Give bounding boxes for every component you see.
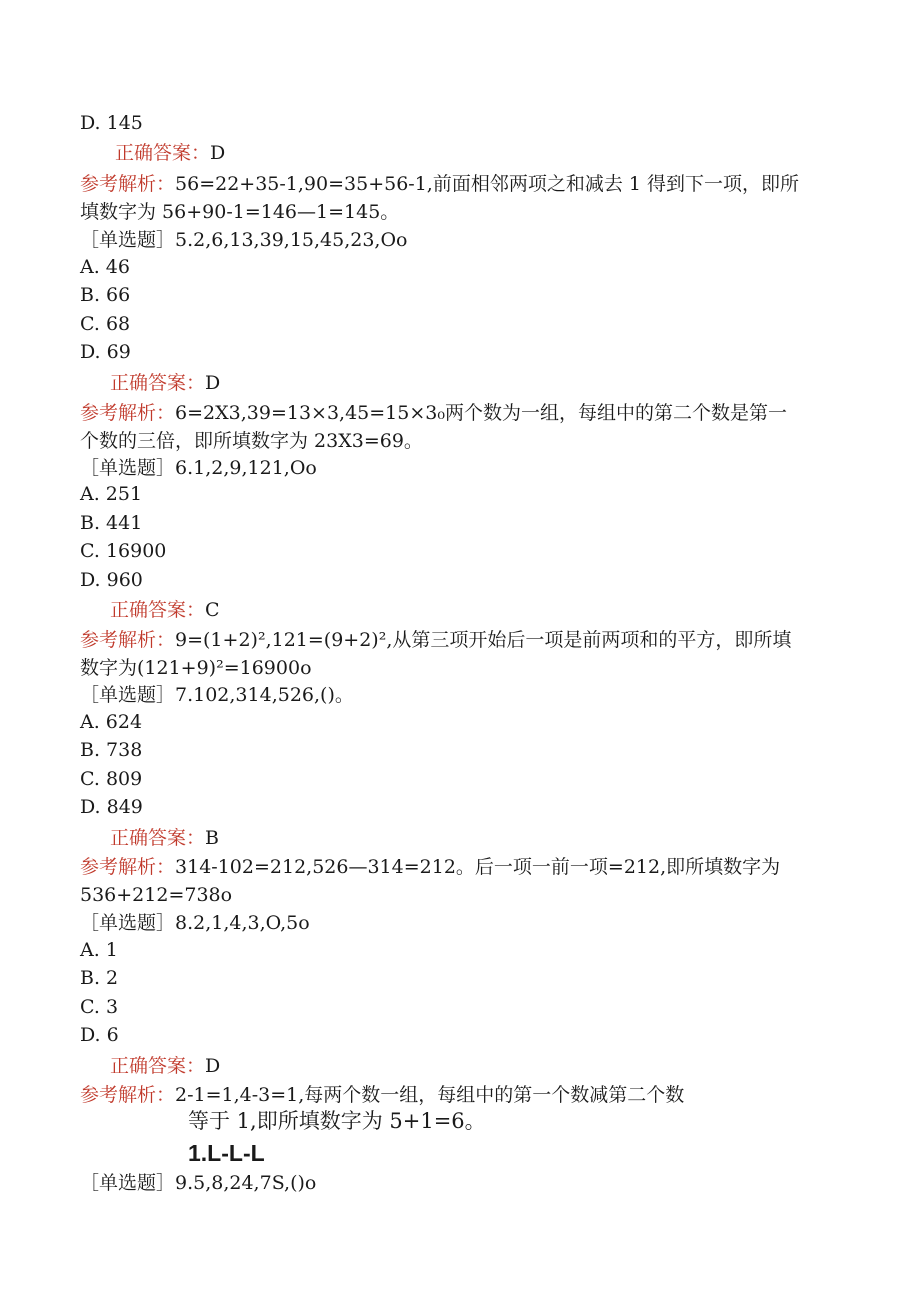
question-stem: ［单选题］9.5,8,24,7S,()o: [80, 1172, 317, 1194]
analysis-continuation: 等于 1,即所填数字为 5+1=6。: [188, 1109, 486, 1133]
question-stem: ［单选题］7.102,314,526,()。: [80, 684, 354, 706]
correct-answer: [110, 1053, 220, 1079]
analysis-continuation: 填数字为 56+90-1=146—1=145。: [80, 201, 400, 223]
analysis-label: 参考解析：: [80, 629, 176, 651]
analysis-text: 9=(1+2)²,121=(9+2)²,从第三项开始后一项是前两项和的平方，即所填: [175, 629, 792, 651]
answer-label: 正确答案：: [115, 142, 211, 164]
answer-value: B: [205, 827, 219, 849]
answer-value: D: [205, 1055, 221, 1077]
option-a: A. 624: [80, 711, 143, 733]
option-a: A. 1: [80, 939, 118, 961]
analysis-line: [80, 854, 780, 880]
analysis-text: 56=22+35-1,90=35+56-1,前面相邻两项之和减去 1 得到下一项，即所: [175, 173, 800, 195]
analysis-label: 参考解析：: [80, 173, 176, 195]
correct-answer: [110, 825, 219, 851]
option-d: D. 145: [80, 112, 143, 134]
correct-answer: [110, 370, 220, 396]
option-b: B. 2: [80, 967, 119, 989]
option-b: B. 738: [80, 739, 143, 761]
option-d: D. 849: [80, 796, 143, 818]
analysis-line: [80, 400, 787, 426]
question-stem: ［单选题］6.1,2,9,121,Oo: [80, 457, 317, 479]
answer-value: D: [205, 372, 221, 394]
option-b: B. 441: [80, 512, 143, 534]
analysis-line: [80, 1082, 684, 1108]
option-c: C. 68: [80, 313, 131, 335]
option-c: C. 16900: [80, 540, 167, 562]
analysis-continuation: 数字为(121+9)²=16900o: [80, 657, 312, 679]
analysis-formula: 1.L-L-L: [188, 1140, 265, 1166]
question-stem: ［单选题］8.2,1,4,3,O,5o: [80, 912, 310, 934]
analysis-label: 参考解析：: [80, 402, 176, 424]
analysis-text: 2-1=1,4-3=1,每两个数一组，每组中的第一个数减第二个数: [175, 1084, 685, 1106]
option-d: D. 960: [80, 569, 143, 591]
option-c: C. 809: [80, 768, 143, 790]
analysis-continuation: 个数的三倍，即所填数字为 23X3=69。: [80, 430, 423, 452]
correct-answer: [115, 140, 225, 166]
answer-value: D: [210, 142, 226, 164]
option-d: D. 69: [80, 341, 131, 363]
answer-label: 正确答案：: [110, 599, 206, 621]
analysis-label: 参考解析：: [80, 1084, 176, 1106]
answer-label: 正确答案：: [110, 1055, 206, 1077]
question-stem: ［单选题］5.2,6,13,39,15,45,23,Oo: [80, 229, 408, 251]
analysis-line: [80, 627, 791, 653]
analysis-text: 6=2X3,39=13×3,45=15×3₀两个数为一组，每组中的第二个数是第一: [175, 402, 787, 424]
analysis-continuation: 536+212=738o: [80, 884, 233, 906]
option-a: A. 46: [80, 256, 130, 278]
analysis-line: [80, 171, 799, 197]
option-a: A. 251: [80, 483, 143, 505]
answer-label: 正确答案：: [110, 372, 206, 394]
option-d: D. 6: [80, 1024, 119, 1046]
analysis-label: 参考解析：: [80, 856, 176, 878]
answer-value: C: [205, 599, 220, 621]
option-b: B. 66: [80, 284, 131, 306]
answer-label: 正确答案：: [110, 827, 206, 849]
option-c: C. 3: [80, 996, 119, 1018]
correct-answer: [110, 597, 220, 623]
analysis-text: 314-102=212,526—314=212。后一项一前一项=212,即所填数字为: [175, 856, 781, 878]
